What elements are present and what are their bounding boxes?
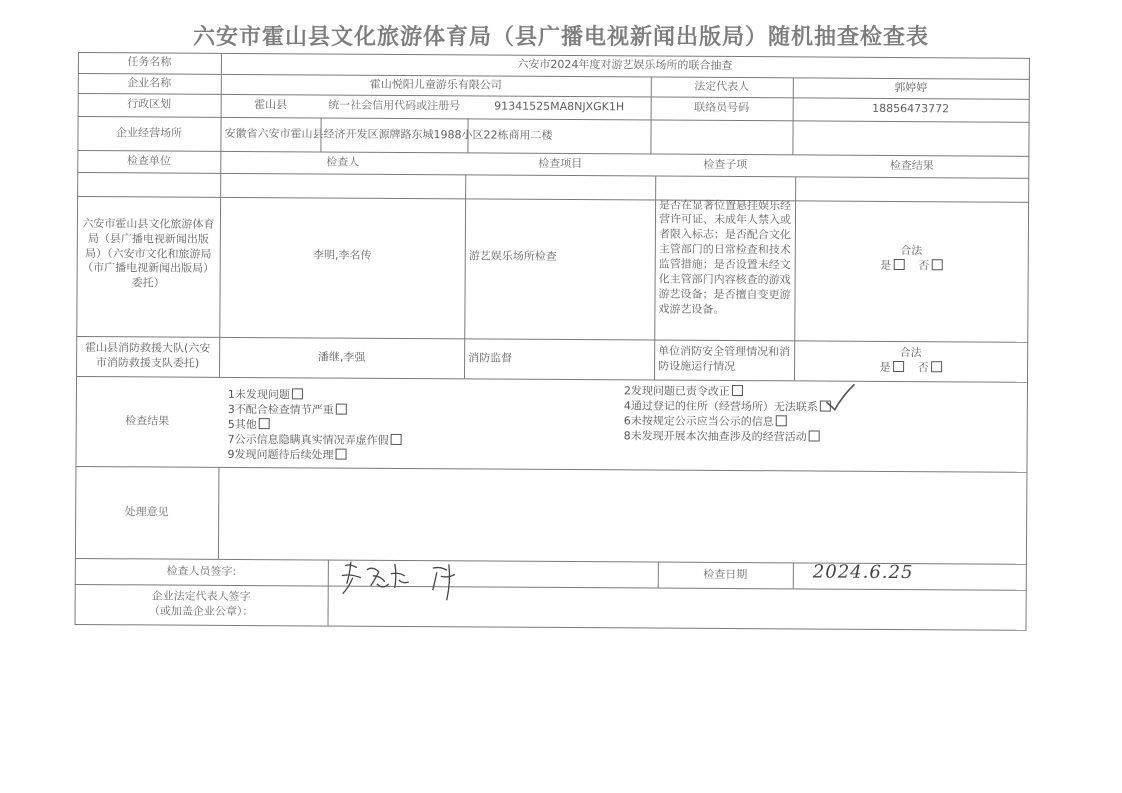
inspection-1-result-title: 合法 (900, 244, 923, 258)
company-value: 霍山悦阳儿童游乐有限公司 (369, 77, 502, 92)
option-9-checkbox[interactable] (336, 449, 347, 460)
address-label: 企业经营场所 (115, 125, 183, 140)
opinion-area[interactable] (218, 467, 1027, 564)
result-option-8[interactable]: 8未发现开展本次抽查涉及的经营活动 (624, 428, 831, 444)
contact-value: 18856473772 (872, 101, 950, 116)
option-3-checkbox[interactable] (336, 404, 347, 415)
inspection-1-subitem: 是否在显著位置悬挂娱乐经营许可证、未成年人禁入或者限入标志；是否配合文化主管部门的日常检查和技术监管措施；是否设置未经文化主管部门内容核查的游戏游艺设备；是否擅自变更游戏游艺设备。 (658, 198, 792, 316)
result-option-5[interactable]: 5其他 (228, 417, 402, 433)
result-option-1[interactable]: 1未发现问题 (228, 387, 402, 403)
region-value: 霍山县 (254, 98, 288, 112)
header-item: 检查项目 (538, 156, 583, 170)
inspection-1-unit: 六安市霍山县文化旅游体育局（县广播电视新闻出版局）（六安市文化和旅游局（市广播电视新闻出版局）委托） (82, 216, 215, 290)
option-1-checkbox[interactable] (292, 388, 303, 399)
inspection-date: 2024.6.25 (812, 561, 914, 584)
inspection-2-result-title: 合法 (899, 346, 922, 360)
header-subitem: 检查子项 (703, 157, 748, 171)
legal-rep-sign-label: 企业法定代表人签字 （或加盖企业公章）： (148, 589, 254, 619)
result-option-4[interactable]: 4通过登记的住所（经营场所）无法联系 (624, 398, 831, 414)
result-option-7[interactable]: 7公示信息隐瞒真实情况弄虚作假 (228, 432, 402, 448)
option-8-checkbox[interactable] (809, 430, 820, 441)
result-section-label: 检查结果 (125, 413, 170, 428)
legal-rep-sign-area[interactable] (328, 586, 1026, 630)
inspection-1-yes-label: 是 (880, 258, 892, 272)
header-unit: 检查单位 (126, 153, 171, 168)
option-5-checkbox[interactable] (259, 418, 270, 429)
inspection-2-item: 消防监督 (468, 350, 513, 365)
credit-code-label: 统一社会信用代码或注册号 (328, 98, 461, 113)
address-value: 安徽省六安市霍山县经济开发区源牌路东城1988小区22栋商用二楼 (224, 126, 553, 142)
opinion-label: 处理意见 (124, 504, 169, 519)
date-label: 检查日期 (703, 567, 748, 581)
inspection-2-yes-label: 是 (879, 360, 891, 374)
result-option-9[interactable]: 9发现问题待后续处理 (227, 447, 401, 463)
result-option-2[interactable]: 2发现问题已责令改正 (624, 383, 831, 399)
legal-rep-label: 法定代表人 (694, 79, 750, 93)
inspection-2-no-label: 否 (917, 361, 929, 375)
inspection-2-yes-checkbox[interactable] (893, 361, 904, 372)
inspection-1-item: 游艺娱乐场所检查 (468, 248, 557, 263)
inspection-form (75, 52, 1030, 630)
checkmark-icon (824, 383, 856, 413)
inspection-2-result (794, 340, 1027, 381)
header-result: 检查结果 (889, 158, 934, 172)
page-title: 六安市霍山县文化旅游体育局（县广播电视新闻出版局）随机抽查检查表 (192, 25, 929, 50)
inspection-1-result (794, 176, 1028, 341)
inspection-2-subitem: 单位消防安全管理情况和消防设施运行情况 (658, 344, 791, 374)
inspection-1-no-label: 否 (918, 259, 930, 273)
result-options-right (624, 383, 831, 444)
option-7-checkbox[interactable] (391, 434, 402, 445)
result-options-left (227, 387, 401, 463)
task-value: 六安市2024年度对游艺娱乐场所的联合抽查 (517, 57, 733, 73)
header-inspector: 检查人 (326, 155, 360, 169)
inspection-1-yes-checkbox[interactable] (893, 259, 904, 270)
legal-rep-value: 郭婷婷 (894, 80, 928, 94)
signature-label: 检查人员签字: (166, 564, 237, 578)
company-label: 企业名称 (127, 75, 172, 90)
region-label: 行政区划 (127, 97, 172, 111)
inspection-2-inspector: 潘继,李强 (317, 350, 366, 364)
result-option-3[interactable]: 3不配合检查情节严重 (228, 402, 402, 418)
task-label: 任务名称 (127, 55, 172, 69)
credit-code-value: 91341525MA8NJXGK1H (494, 99, 625, 114)
inspection-2-unit: 霍山县消防救援大队(六安市消防救援支队委托) (84, 341, 211, 370)
contact-label: 联络员号码 (694, 100, 750, 115)
inspection-2-no-checkbox[interactable] (931, 361, 942, 372)
inspection-1-inspector: 李明,李名传 (312, 248, 372, 262)
result-option-6[interactable]: 6未按规定公示应当公示的信息 (624, 413, 831, 429)
option-2-checkbox[interactable] (732, 385, 743, 396)
option-6-checkbox[interactable] (776, 415, 787, 426)
inspection-1-no-checkbox[interactable] (931, 259, 942, 270)
